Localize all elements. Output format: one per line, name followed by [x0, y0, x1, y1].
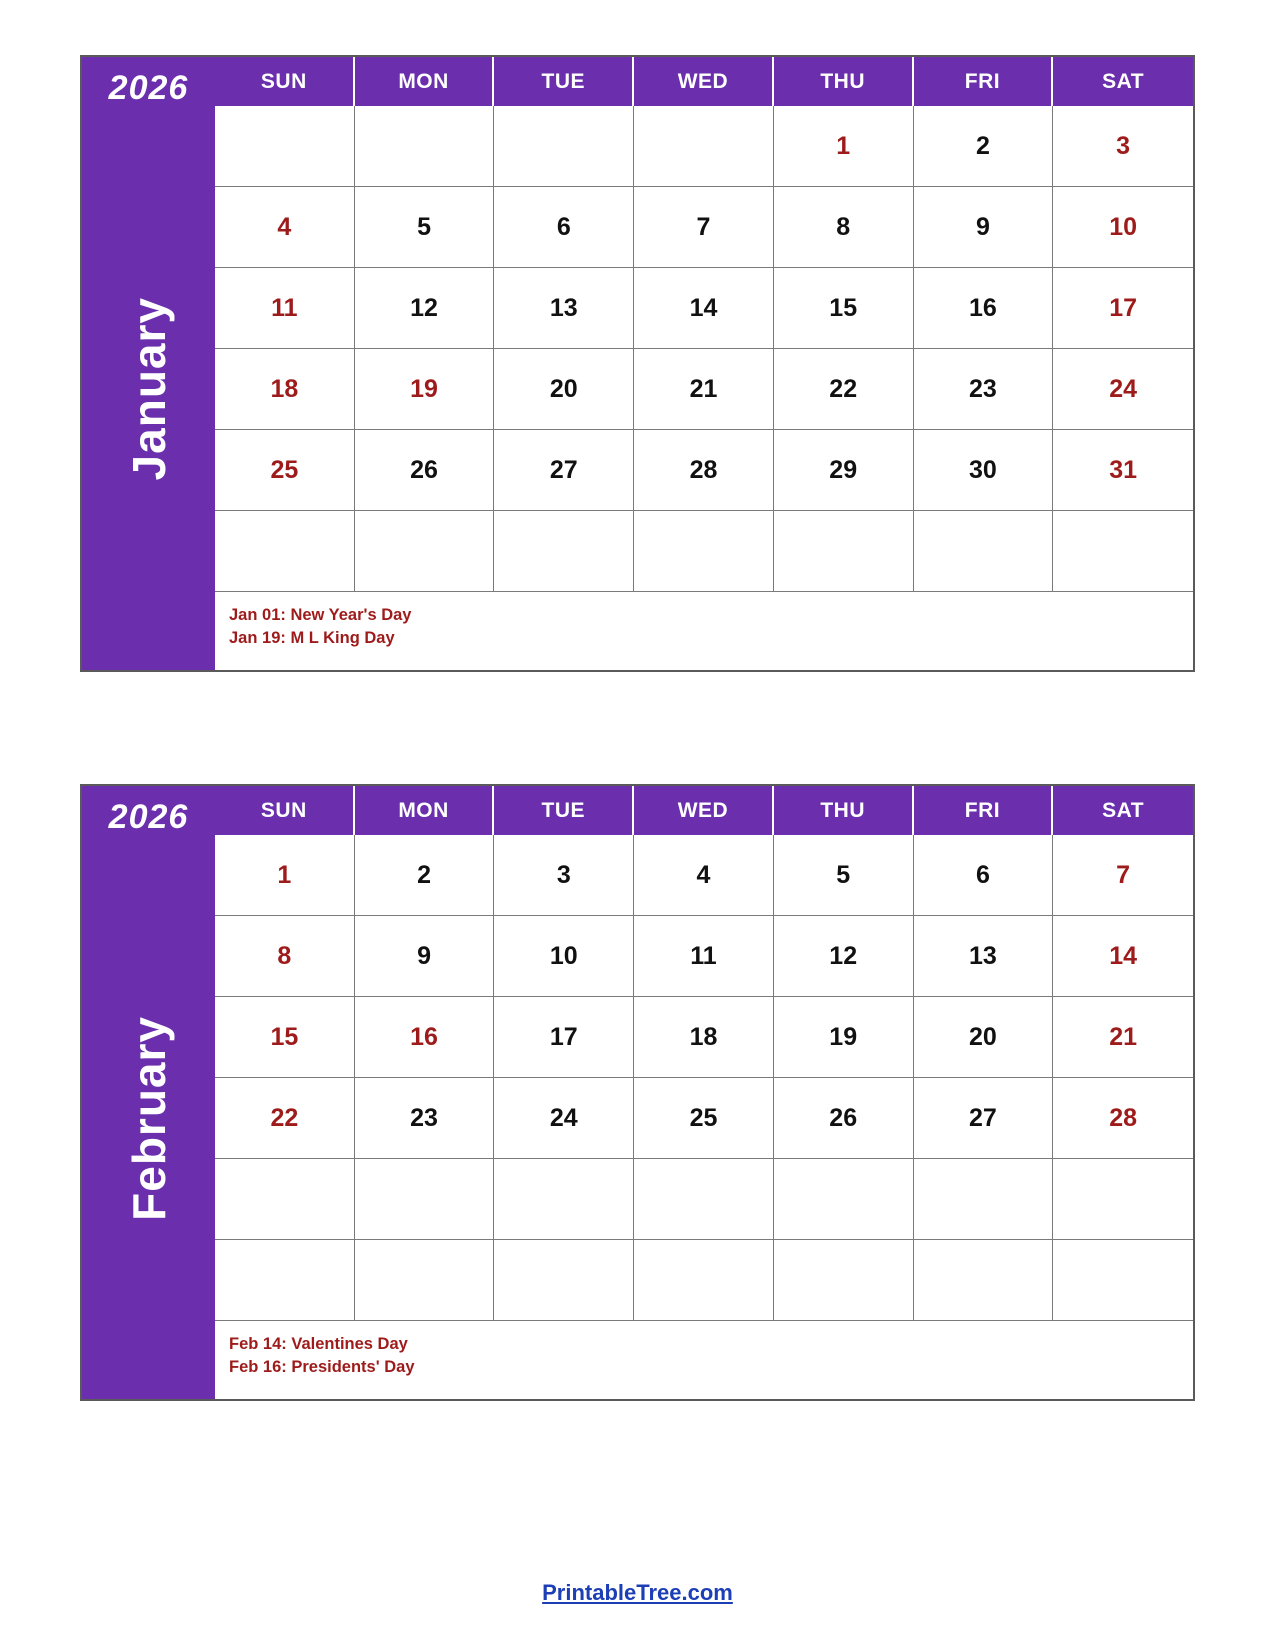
day-cell[interactable]: 19: [355, 349, 495, 430]
holiday-notes-january: [215, 592, 1193, 670]
day-cell[interactable]: 16: [914, 268, 1054, 349]
day-cell[interactable]: 21: [634, 349, 774, 430]
day-cell[interactable]: 3: [494, 835, 634, 916]
day-cell[interactable]: 31: [1053, 430, 1193, 511]
day-cell[interactable]: 20: [494, 349, 634, 430]
day-cell[interactable]: 28: [634, 430, 774, 511]
day-cell[interactable]: 21: [1053, 997, 1193, 1078]
month-block-january: [80, 55, 1195, 672]
month-name-label: February: [122, 1015, 175, 1221]
day-cell[interactable]: [634, 1159, 774, 1240]
day-cell[interactable]: [494, 1159, 634, 1240]
day-cell[interactable]: 19: [774, 997, 914, 1078]
month-spine-february: [82, 786, 215, 1399]
day-cell[interactable]: 10: [494, 916, 634, 997]
month-block-february: [80, 784, 1195, 1401]
day-cell[interactable]: [1053, 511, 1193, 592]
day-cell[interactable]: 7: [1053, 835, 1193, 916]
dow-thu: THU: [774, 57, 914, 106]
day-cell[interactable]: 24: [494, 1078, 634, 1159]
day-cell[interactable]: 25: [215, 430, 355, 511]
day-cell[interactable]: 20: [914, 997, 1054, 1078]
day-cell[interactable]: 9: [914, 187, 1054, 268]
day-cell[interactable]: 22: [774, 349, 914, 430]
day-cell[interactable]: [355, 511, 495, 592]
day-cell[interactable]: [914, 1240, 1054, 1321]
holiday-notes-february: [215, 1321, 1193, 1399]
holiday-note: Jan 01: New Year's Day: [229, 606, 412, 624]
dow-fri: FRI: [914, 57, 1054, 106]
day-cell[interactable]: 2: [355, 835, 495, 916]
year-label: 2026: [108, 798, 189, 836]
day-cell[interactable]: 1: [774, 106, 914, 187]
day-cell[interactable]: [774, 1159, 914, 1240]
day-cell[interactable]: 30: [914, 430, 1054, 511]
day-cell[interactable]: 11: [634, 916, 774, 997]
month-name-wrap: [82, 837, 215, 1399]
day-cell[interactable]: 10: [1053, 187, 1193, 268]
day-cell[interactable]: 8: [774, 187, 914, 268]
week-row: [215, 1159, 1193, 1240]
dow-mon: MON: [355, 57, 495, 106]
day-cell[interactable]: 6: [494, 187, 634, 268]
dow-tue: TUE: [494, 786, 634, 835]
week-row: [215, 1240, 1193, 1321]
month-grid-january: [215, 57, 1193, 670]
day-cell[interactable]: [634, 106, 774, 187]
day-cell[interactable]: 28: [1053, 1078, 1193, 1159]
week-row: [215, 349, 1193, 430]
day-cell[interactable]: 5: [774, 835, 914, 916]
day-cell[interactable]: 27: [914, 1078, 1054, 1159]
week-row: [215, 187, 1193, 268]
day-cell[interactable]: [914, 511, 1054, 592]
day-cell[interactable]: [215, 511, 355, 592]
holiday-note: Jan 19: M L King Day: [229, 629, 395, 648]
month-name-label: January: [122, 297, 175, 481]
day-cell[interactable]: [1053, 1240, 1193, 1321]
day-cell[interactable]: 17: [1053, 268, 1193, 349]
day-cell[interactable]: 25: [634, 1078, 774, 1159]
dow-sat: SAT: [1102, 799, 1145, 822]
day-cell[interactable]: [355, 1159, 495, 1240]
week-row: [215, 1078, 1193, 1159]
day-cell[interactable]: 27: [494, 430, 634, 511]
printabletree-link[interactable]: PrintableTree.com: [542, 1580, 733, 1605]
day-cell[interactable]: [494, 106, 634, 187]
day-cell[interactable]: 16: [355, 997, 495, 1078]
dow-fri: FRI: [914, 786, 1054, 835]
day-cell[interactable]: [494, 511, 634, 592]
day-cell[interactable]: 15: [774, 268, 914, 349]
day-cell[interactable]: 9: [355, 916, 495, 997]
day-of-week-header-row: [215, 786, 1193, 835]
day-cell[interactable]: 1: [215, 835, 355, 916]
dow-sun: SUN: [215, 786, 355, 835]
day-cell[interactable]: 6: [914, 835, 1054, 916]
day-cell[interactable]: 13: [494, 268, 634, 349]
day-cell[interactable]: [494, 1240, 634, 1321]
day-cell[interactable]: 17: [494, 997, 634, 1078]
day-of-week-header-row: [215, 57, 1193, 106]
day-cell[interactable]: 18: [215, 349, 355, 430]
day-cell[interactable]: 24: [1053, 349, 1193, 430]
holiday-note: Feb 16: Presidents' Day: [229, 1358, 415, 1377]
day-cell[interactable]: 22: [215, 1078, 355, 1159]
week-row: [215, 916, 1193, 997]
day-cell[interactable]: [914, 1159, 1054, 1240]
day-cell[interactable]: 4: [215, 187, 355, 268]
dow-sun: SUN: [215, 57, 355, 106]
day-cell[interactable]: 7: [634, 187, 774, 268]
day-cell[interactable]: 14: [1053, 916, 1193, 997]
day-cell[interactable]: 11: [215, 268, 355, 349]
day-cell[interactable]: 18: [634, 997, 774, 1078]
week-row: [215, 997, 1193, 1078]
month-spine-january: [82, 57, 215, 670]
day-cell[interactable]: [634, 511, 774, 592]
day-cell[interactable]: [1053, 1159, 1193, 1240]
day-cell[interactable]: 3: [1053, 106, 1193, 187]
week-row: [215, 268, 1193, 349]
day-cell[interactable]: [355, 106, 495, 187]
day-cell[interactable]: 26: [774, 1078, 914, 1159]
dow-sat: SAT: [1102, 70, 1145, 93]
day-cell[interactable]: 23: [355, 1078, 495, 1159]
week-row: [215, 835, 1193, 916]
dow-wed: WED: [634, 57, 774, 106]
day-cell[interactable]: [774, 511, 914, 592]
holiday-note: Feb 14: Valentines Day: [229, 1335, 408, 1353]
day-cell[interactable]: 13: [914, 916, 1054, 997]
page-footer: [80, 1580, 1195, 1650]
month-spacer: [80, 672, 1195, 784]
dow-tue: TUE: [494, 57, 634, 106]
day-cell[interactable]: 4: [634, 835, 774, 916]
dow-mon: MON: [355, 786, 495, 835]
day-cell[interactable]: 8: [215, 916, 355, 997]
year-label: 2026: [108, 69, 189, 107]
day-cell[interactable]: 12: [355, 268, 495, 349]
day-cell[interactable]: 26: [355, 430, 495, 511]
month-name-wrap: [82, 108, 215, 670]
week-row: [215, 106, 1193, 187]
day-cell[interactable]: 12: [774, 916, 914, 997]
day-cell[interactable]: [634, 1240, 774, 1321]
day-cell[interactable]: 29: [774, 430, 914, 511]
day-cell[interactable]: [215, 1159, 355, 1240]
dow-wed: WED: [634, 786, 774, 835]
day-cell[interactable]: [774, 1240, 914, 1321]
day-cell[interactable]: 2: [914, 106, 1054, 187]
day-cell[interactable]: 15: [215, 997, 355, 1078]
week-row: [215, 430, 1193, 511]
month-grid-february: [215, 786, 1193, 1399]
day-cell[interactable]: 5: [355, 187, 495, 268]
day-cell[interactable]: [355, 1240, 495, 1321]
week-row: [215, 511, 1193, 592]
day-cell[interactable]: [215, 1240, 355, 1321]
day-cell[interactable]: 23: [914, 349, 1054, 430]
day-cell[interactable]: [215, 106, 355, 187]
day-cell[interactable]: 14: [634, 268, 774, 349]
dow-thu: THU: [774, 786, 914, 835]
